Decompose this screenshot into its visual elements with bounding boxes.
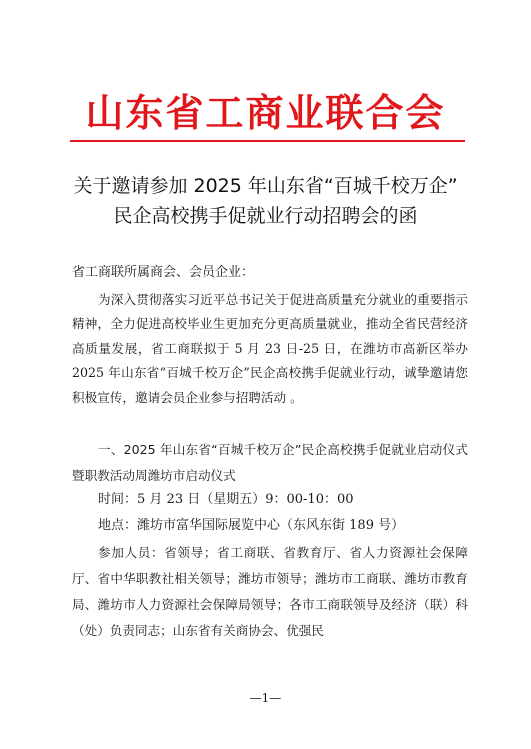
event-time-row — [98, 489, 354, 511]
event-time-value: 5 月 23 日（星期五）9：00-10：00 — [137, 492, 354, 507]
event-place-label: 地点： — [98, 518, 138, 533]
event-place-value: 潍坊市富华国际展览中心（东风东街 189 号） — [137, 518, 405, 533]
letterhead-divider — [70, 140, 465, 142]
page-number: —1— — [249, 691, 282, 705]
document-title-line-2: 民企高校携手促就业行动招聘会的函 — [113, 205, 418, 227]
participants-label: 参加人员： — [98, 545, 165, 560]
section-1-heading: 一、2025 年山东省“百城千校万企”民企高校携手促就业启动仪式暨职教活动周潍坊市启动仪式 — [72, 442, 468, 483]
event-time-label: 时间： — [98, 492, 138, 507]
participants-value: 省领导；省工商联、省教育厅、省人力资源社会保障厅、省中华职教社相关领导；潍坊市领导；潍坊市工商联、潍坊市教育局、潍坊市人力资源社会保障局领导；各市工商联领导及经济（联）科（处）负责同志；山东省有关商协会、优强民 — [72, 545, 469, 638]
intro-paragraph: 为深入贯彻落实习近平总书记关于促进高质量充分就业的重要指示精神，全力促进高校毕业生更加充分更高质量就业，推动全省民营经济高质量发展，省工商联拟于 5 月 23 日-25 日，在潍坊市高新区举办 2025 年山东省“百城千校万企”民企高校携手促就业行动，诚挚邀请您积极宣传，邀请会员企业参与招聘活动 。 — [72, 292, 468, 405]
event-place-row — [98, 515, 404, 537]
salutation: 省工商联所属商会、会员企业： — [72, 265, 255, 280]
participants-paragraph — [72, 540, 468, 644]
org-letterhead-title: 山东省工商业联合会 — [85, 91, 446, 135]
document-title-line-1: 关于邀请参加 2025 年山东省“百城千校万企” — [73, 175, 458, 197]
